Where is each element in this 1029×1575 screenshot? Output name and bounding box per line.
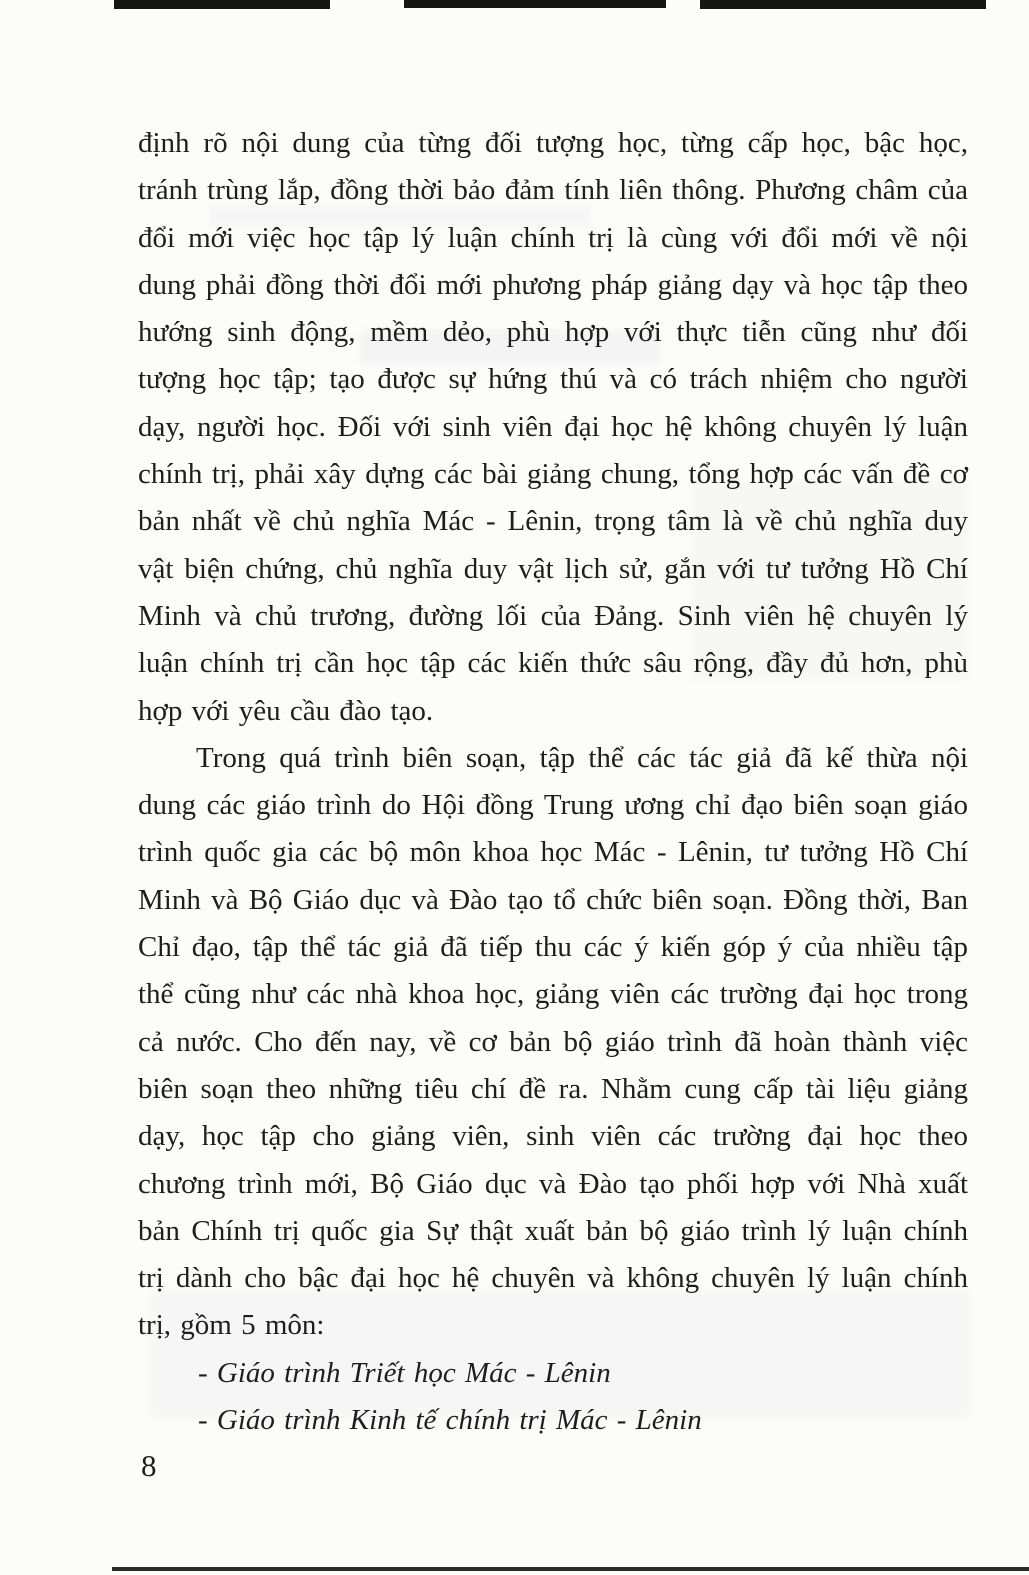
scan-artifact-top xyxy=(700,0,986,9)
paragraph: Trong quá trình biên soạn, tập thể các tác giả đã kế thừa nội dung các giáo trình do Hội đồng Trung ương chỉ đạo biên soạn giáo trình quốc gia các bộ môn khoa học Mác - Lênin, tư tưởng Hồ Chí Minh và Bộ Giáo dục và Đào tạo tổ chức biên soạn. Đồng thời, Ban Chỉ đạo, tập thể tác giả đã tiếp thu các ý kiến góp ý của nhiều tập thể cũng như các nhà khoa học, giảng viên các trường đại học trong cả nước. Cho đến nay, về cơ bản bộ giáo trình đã hoàn thành việc biên soạn theo những tiêu chí đề ra. Nhằm cung cấp tài liệu giảng dạy, học tập cho giảng viên, sinh viên các trường đại học theo chương trình mới, Bộ Giáo dục và Đào tạo phối hợp với Nhà xuất bản Chính trị quốc gia Sự thật xuất bản bộ giáo trình lý luận chính trị dành cho bậc đại học hệ chuyên và không chuyên lý luận chính trị, gồm 5 môn: xyxy=(138,741,968,1342)
scan-artifact-top xyxy=(404,0,666,8)
page-text-block xyxy=(138,120,968,1444)
scan-artifact-top xyxy=(114,0,330,9)
page-number: 8 xyxy=(141,1448,157,1483)
paragraph-continuation: định rõ nội dung của từng đối tượng học, từng cấp học, bậc học, tránh trùng lắp, đồng thời bảo đảm tính liên thông. Phương châm của đổi mới việc học tập lý luận chính trị là cùng với đổi mới về nội dung phải đồng thời đổi mới phương pháp giảng dạy và học tập theo hướng sinh động, mềm dẻo, phù hợp với thực tiễn cũng như đối tượng học tập; tạo được sự hứng thú và có trách nhiệm cho người dạy, người học. Đối với sinh viên đại học hệ không chuyên lý luận chính trị, phải xây dựng các bài giảng chung, tổng hợp các vấn đề cơ bản nhất về chủ nghĩa Mác - Lênin, trọng tâm là về chủ nghĩa duy vật biện chứng, chủ nghĩa duy vật lịch sử, gắn với tư tưởng Hồ Chí Minh và chủ trương, đường lối của Đảng. Sinh viên hệ chuyên lý luận chính trị cần học tập các kiến thức sâu rộng, đầy đủ hơn, phù hợp với yêu cầu đào tạo. xyxy=(138,127,968,727)
scan-artifact-bottom xyxy=(112,1567,1029,1571)
book-list-item: - Giáo trình Triết học Mác - Lênin xyxy=(198,1356,611,1389)
book-list-item: - Giáo trình Kinh tế chính trị Mác - Lênin xyxy=(198,1404,702,1437)
